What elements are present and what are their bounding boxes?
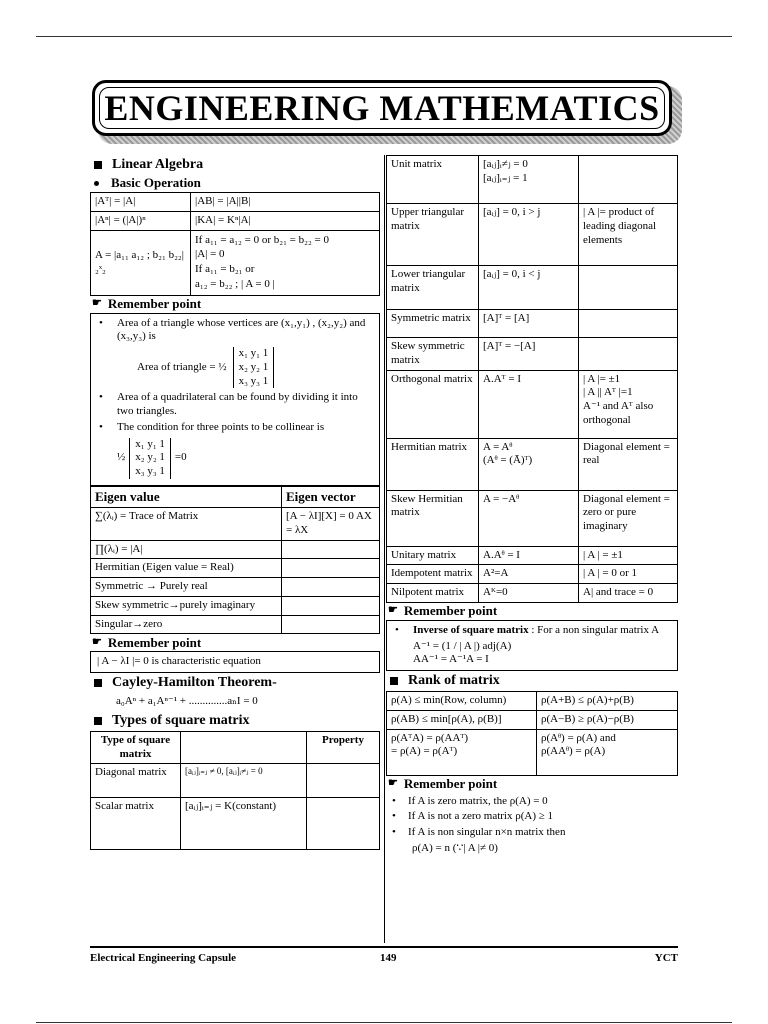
square-bullet-icon <box>94 161 102 169</box>
table-cell: Diagonal matrix <box>91 764 181 798</box>
det-row: x₁ y₁ 1 <box>135 437 165 450</box>
list-item: • Area of a quadrilateral can be found by dividing it into two triangles. <box>97 391 373 419</box>
table-row <box>387 310 678 338</box>
table-cell: |KA| = Kⁿ|A| <box>191 211 380 230</box>
table-cell: ρ(A−B) ≥ ρ(A)−ρ(B) <box>537 710 678 729</box>
column-header: Eigen vector <box>282 486 380 507</box>
table-cell: ρ(AᵀA) = ρ(AAᵀ) = ρ(A) = ρ(Aᵀ) <box>387 729 537 775</box>
title-banner <box>92 80 672 136</box>
table-cell: Skew symmetric matrix <box>387 338 479 371</box>
list-item: • If A is non singular n×n matrix then <box>386 826 678 840</box>
determinant <box>233 347 275 388</box>
table-row <box>387 338 678 371</box>
remember-box <box>90 313 380 486</box>
table-cell: A| and trace = 0 <box>579 584 678 603</box>
pointing-hand-icon: ☛ <box>92 635 102 648</box>
list-item <box>393 624 671 638</box>
page-number: 149 <box>380 952 397 964</box>
remember-point-heading <box>90 634 380 651</box>
table-cell: ρ(A) ≤ min(Row, column) <box>387 692 537 711</box>
table-row <box>91 578 380 597</box>
list-item: • If A is zero matrix, the ρ(A) = 0 <box>386 795 678 809</box>
table-row <box>387 546 678 565</box>
section-title: Rank of matrix <box>408 673 500 689</box>
remember-point-heading <box>90 296 380 313</box>
characteristic-equation-box: | A − λI |= 0 is characteristic equation <box>90 651 380 673</box>
table-row <box>387 438 678 490</box>
rank-remember-list <box>386 795 678 840</box>
table-cell: Singular→zero <box>91 615 282 634</box>
list-item-text: The condition for three points to be collinear is <box>117 420 325 433</box>
table-cell: A = |a₁₁ a₁₂ ; b₂₁ b₂₂|₂ˣ₂ <box>91 230 191 295</box>
table-cell: Upper triangular matrix <box>387 204 479 266</box>
table-row <box>387 156 678 204</box>
table-cell: A = Aᶿ (Aᶿ = (Ā)ᵀ) <box>479 438 579 490</box>
half-fraction: ½ <box>117 451 126 464</box>
types-table-left <box>90 731 380 851</box>
table-cell: [aᵢⱼ] = 0, i > j <box>479 204 579 266</box>
rank-table <box>386 691 678 776</box>
table-row <box>387 710 678 729</box>
column-header: Eigen value <box>91 486 282 507</box>
table-cell: Hermitian (Eigen value = Real) <box>91 559 282 578</box>
list-item: • If A is not a zero matrix ρ(A) ≥ 1 <box>386 810 678 824</box>
table-header-row <box>91 486 380 507</box>
table-cell: [aᵢⱼ]ᵢ≠ⱼ = 0 [aᵢⱼ]ᵢ₌ⱼ = 1 <box>479 156 579 204</box>
table-cell <box>579 310 678 338</box>
det-row: x₃ y₃ 1 <box>135 465 165 477</box>
section-rank-of-matrix <box>386 671 678 691</box>
det-row: x₂ y₂ 1 <box>135 451 165 464</box>
table-cell: [aᵢⱼ] = 0, i < j <box>479 266 579 310</box>
table-cell: ρ(AB) ≤ min[ρ(A), ρ(B)] <box>387 710 537 729</box>
table-cell: Unitary matrix <box>387 546 479 565</box>
cayley-equation: a₀Aⁿ + a₁Aⁿ⁻¹ + ..............aₙI = 0 <box>116 695 258 707</box>
table-row <box>387 584 678 603</box>
table-row <box>91 559 380 578</box>
table-cell: Orthogonal matrix <box>387 370 479 438</box>
table-cell: Nilpotent matrix <box>387 584 479 603</box>
column-header: Type of square matrix <box>91 731 181 764</box>
column-divider <box>384 155 385 943</box>
table-row <box>91 211 380 230</box>
table-cell: [aᵢⱼ]ᵢ₌ⱼ ≠ 0, [aᵢⱼ]ᵢ≠ⱼ = 0 <box>181 764 307 798</box>
remember-label: Remember point <box>403 775 498 791</box>
remember-label: Remember point <box>403 603 498 619</box>
section-title: Cayley-Hamilton Theorem- <box>112 675 277 691</box>
rank-final-statement: ρ(A) = n (∵| A |≠ 0) <box>412 841 498 854</box>
det-row: x₁ y₁ 1 <box>238 347 269 359</box>
table-cell: Hermitian matrix <box>387 438 479 490</box>
pointing-hand-icon: ☛ <box>388 604 398 617</box>
subsection-title: Basic Operation <box>111 175 201 191</box>
remember-label: Remember point <box>107 634 202 650</box>
list-item <box>97 317 373 389</box>
inverse-box <box>386 620 678 671</box>
inverse-equation: A⁻¹ = (1 / | A |) adj(A) <box>413 639 512 652</box>
collinear-formula <box>117 438 373 479</box>
column-header: Property <box>307 731 380 764</box>
table-cell: A.Aᵀ = I <box>479 370 579 438</box>
section-cayley-hamilton <box>90 673 380 693</box>
eigen-table <box>90 486 380 635</box>
square-bullet-icon <box>94 679 102 687</box>
table-cell: Diagonal element = real <box>579 438 678 490</box>
table-cell <box>282 540 380 559</box>
table-row <box>387 266 678 310</box>
table-cell: Skew symmetric→purely imaginary <box>91 596 282 615</box>
inverse-text: : For a non singular matrix A <box>528 623 660 636</box>
subsection-basic-operation <box>90 175 380 192</box>
det-row: x₂ y₂ 1 <box>238 360 269 373</box>
table-cell: ρ(Aᶿ) = ρ(A) and ρ(AAᶿ) = ρ(A) <box>537 729 678 775</box>
pointing-hand-icon: ☛ <box>92 297 102 310</box>
bottom-rule <box>36 1022 732 1023</box>
inverse-lead: Inverse of square matrix <box>413 623 529 636</box>
table-cell: Symmetric matrix <box>387 310 479 338</box>
table-cell: |Aᵀ| = |A| <box>91 193 191 212</box>
area-formula <box>117 347 373 388</box>
table-cell <box>579 266 678 310</box>
basic-operation-table <box>90 192 380 296</box>
table-row <box>91 798 380 850</box>
table-row <box>91 230 380 295</box>
footer-right: YCT <box>654 952 678 964</box>
table-cell: [A − λI][X] = 0 AX = λX <box>282 508 380 541</box>
table-cell: ∏(λᵢ) = |A| <box>91 540 282 559</box>
table-row <box>387 565 678 584</box>
square-bullet-icon <box>390 677 398 685</box>
collinear-suffix: =0 <box>174 451 187 464</box>
table-cell <box>282 578 380 597</box>
table-cell: [A]ᵀ = −[A] <box>479 338 579 371</box>
table-row <box>91 764 380 798</box>
table-row <box>91 596 380 615</box>
section-title: Types of square matrix <box>112 713 250 728</box>
table-cell: Diagonal element = zero or pure imaginary <box>579 490 678 546</box>
section-types-square-matrix <box>90 711 380 731</box>
table-row <box>387 490 678 546</box>
table-cell <box>579 156 678 204</box>
top-rule <box>36 36 732 37</box>
column-header <box>181 731 307 764</box>
table-cell: |AB| = |A||B| <box>191 193 380 212</box>
table-cell: | A | = ±1 <box>579 546 678 565</box>
table-cell: Symmetric → Purely real <box>91 578 282 597</box>
area-formula-label: Area of triangle = ½ <box>137 360 227 373</box>
table-cell <box>282 615 380 634</box>
table-cell: Skew Hermitian matrix <box>387 490 479 546</box>
table-cell <box>282 559 380 578</box>
remember-point-heading <box>386 603 678 620</box>
table-cell: A = −Aᶿ <box>479 490 579 546</box>
dot-bullet-icon <box>94 181 99 186</box>
table-cell: | A |= product of leading diagonal elements <box>579 204 678 266</box>
condition-line: |A| = 0 <box>195 248 225 261</box>
determinant <box>129 438 171 479</box>
remember-label: Remember point <box>107 295 202 311</box>
table-cell: A.Aᶿ = I <box>479 546 579 565</box>
table-row <box>91 508 380 541</box>
table-cell: | A | = 0 or 1 <box>579 565 678 584</box>
table-header-row <box>91 731 380 764</box>
page-title: ENGINEERING MATHEMATICS <box>104 88 660 128</box>
list-item-text: Area of a triangle whose vertices are (x₁,y₁) , (x₂,y₂) and (x₃,y₃) is <box>117 316 366 343</box>
square-bullet-icon <box>94 717 102 725</box>
remember-point-heading <box>386 776 678 793</box>
table-cell <box>579 338 678 371</box>
types-table-right <box>386 155 678 603</box>
table-row <box>387 204 678 266</box>
section-linear-algebra <box>90 155 380 175</box>
condition-line: If a₁₁ = b₂₁ or <box>195 263 255 275</box>
table-cell: Lower triangular matrix <box>387 266 479 310</box>
table-cell <box>307 764 380 798</box>
table-cell: Unit matrix <box>387 156 479 204</box>
list-item <box>97 421 373 479</box>
table-cell: Aᴷ=0 <box>479 584 579 603</box>
condition-line: a₁₂ = b₂₂ ; | A = 0 | <box>195 277 275 290</box>
section-title: Linear Algebra <box>112 157 204 173</box>
table-cell: Idempotent matrix <box>387 565 479 584</box>
table-row <box>387 370 678 438</box>
table-row <box>91 193 380 212</box>
condition-line: If a₁₁ = a₁₂ = 0 or b₂₁ = b₂₂ = 0 <box>195 233 329 246</box>
table-row <box>91 615 380 634</box>
table-row <box>91 540 380 559</box>
footer-left: Electrical Engineering Capsule <box>90 952 237 964</box>
table-cell: Scalar matrix <box>91 798 181 850</box>
table-cell: ∑(λᵢ) = Trace of Matrix <box>91 508 282 541</box>
table-cell: A²=A <box>479 565 579 584</box>
table-cell: [aᵢⱼ]ᵢ₌ⱼ = K(constant) <box>181 798 307 850</box>
table-row <box>387 692 678 711</box>
table-cell <box>307 798 380 850</box>
table-row <box>387 729 678 775</box>
table-cell: |Aⁿ| = (|A|)ⁿ <box>91 211 191 230</box>
inverse-equation: AA⁻¹ = A⁻¹A = I <box>413 653 489 666</box>
right-column <box>386 155 678 856</box>
table-cell: [A]ᵀ = [A] <box>479 310 579 338</box>
table-cell <box>282 596 380 615</box>
left-column <box>90 155 380 850</box>
table-cell: | A |= ±1 | A || Aᵀ |=1 A⁻¹ and Aᵀ also orthogonal <box>579 370 678 438</box>
table-cell <box>191 230 380 295</box>
page-footer <box>90 946 678 968</box>
pointing-hand-icon: ☛ <box>388 777 398 790</box>
table-cell: ρ(A+B) ≤ ρ(A)+ρ(B) <box>537 692 678 711</box>
det-row: x₃ y₃ 1 <box>238 374 269 387</box>
